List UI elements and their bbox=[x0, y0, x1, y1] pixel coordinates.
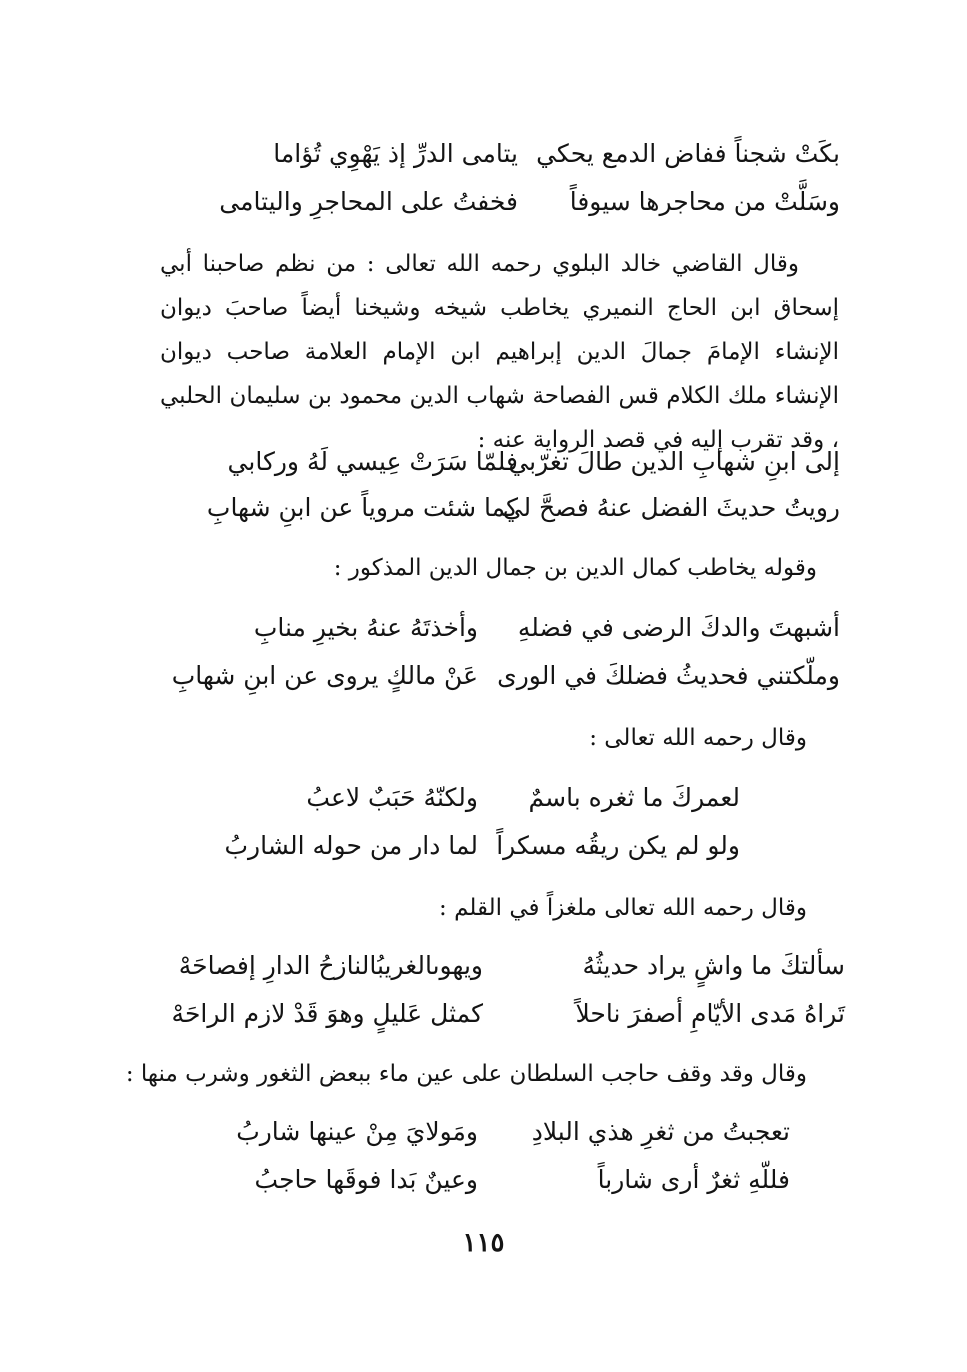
section-intro: وقوله يخاطب كمال الدين بن جمال الدين المذكور : bbox=[333, 555, 817, 581]
verse-hemistich-second: فخفتُ على المحاجرِ واليتامى bbox=[219, 187, 518, 216]
verse-hemistich-first: لعمركَ ما ثغره باسمٌ bbox=[528, 783, 740, 812]
verse-line bbox=[160, 180, 840, 224]
verse-line bbox=[200, 1158, 790, 1202]
page-number: ١١٥ bbox=[462, 1228, 505, 1258]
verse-hemistich-first: ولو لم يكن ريقُه مسكراً bbox=[496, 831, 740, 860]
verse-hemistich-first: تعجبتُ من ثغرِ هذي البلادِ bbox=[531, 1117, 790, 1146]
verse-line bbox=[165, 992, 845, 1036]
verse-hemistich-first: وملّكتني فحديثُ فضلكَ في الورى bbox=[497, 661, 840, 690]
verse-hemistich-second: ويهوىالغريبُالنازحُ الدارِ إفصاحَهْ bbox=[178, 951, 483, 980]
verse-hemistich-second: كمثل عَليلٍ وهوَ قَدْ لازم الراحَهْ bbox=[171, 999, 483, 1028]
section-intro: وقال رحمه الله تعالى ملغزاً في القلم : bbox=[439, 895, 807, 921]
verse-hemistich-second: ومَولايَ مِنْ عينها شاربُ bbox=[236, 1117, 478, 1146]
verse-hemistich-second: يتامى الدرِّ إذ يَهْوِي تُؤاما bbox=[273, 139, 518, 168]
verse-hemistich-first: إلى ابنِ شهابِ الدين طالَ تغرّبي bbox=[508, 447, 840, 476]
verse-hemistich-first: أشبهتَ والدكَ الرضى في فضلهِ bbox=[517, 613, 840, 642]
verse-line bbox=[200, 1110, 790, 1154]
verse-line bbox=[160, 486, 840, 530]
section-intro: وقال وقد وقف حاجب السلطان على عين ماء ببعض الثغور وشرب منها : bbox=[125, 1061, 807, 1087]
verse-line bbox=[160, 132, 840, 176]
verse-hemistich-second: فلمّا سَرَتْ عِيسي لَهُ وركابي bbox=[227, 447, 518, 476]
verse-hemistich-first: وسَلَّتْ من محاجرها سيوفاً bbox=[569, 187, 840, 216]
verse-hemistich-second: لما دار من حوله الشاربُ bbox=[224, 831, 478, 860]
verse-line bbox=[160, 606, 840, 650]
verse-hemistich-first: تَراهُ مَدى الأيّامِ أصفرَ ناحلاً bbox=[575, 999, 845, 1028]
verse-hemistich-second: عَنْ مالكٍ يروى عن ابنِ شهابِ bbox=[171, 661, 478, 690]
verse-hemistich-first: بكَتْ شجناً ففاض الدمع يحكي bbox=[536, 139, 840, 168]
verse-hemistich-second: كما شئت مروياً عن ابنِ شهابِ bbox=[206, 493, 518, 522]
verse-hemistich-second: وعينٌ بَدا فوقَها حاجبُ bbox=[254, 1165, 478, 1194]
verse-hemistich-first: رويتُ حديثَ الفضل عنهُ فصحَّ لي bbox=[502, 493, 840, 522]
verse-line bbox=[224, 824, 740, 868]
verse-hemistich-first: سألتكَ ما واشٍ يراد حديثُهُ bbox=[582, 951, 845, 980]
verse-hemistich-second: وأخذتَهُ عنهُ بخيرِ منابِ bbox=[253, 613, 478, 642]
prose-paragraph: وقال القاضي خالد البلوي رحمه الله تعالى : من نظم صاحبنا أبي إسحاق ابن الحاج النميري يخاطب شيخه وشيخنا أيضاً صاحبَ ديوان الإنشاء الإمامَ جمالَ الدين إبراهيم ابن الإمام العلامة صاحب ديوان الإنشاء ملك الكلام قس الفصاحة شهاب الدين محمود بن سليمان الحلبي ، وقد تقرب إليه في قصد الرواية عنه : bbox=[160, 251, 839, 453]
verse-line bbox=[250, 776, 740, 820]
verse-line bbox=[160, 654, 840, 698]
section-intro: وقال رحمه الله تعالى : bbox=[589, 725, 807, 751]
verse-line bbox=[160, 440, 840, 484]
verse-hemistich-first: فللّهِ ثغرٌ أرى شارباً bbox=[597, 1165, 790, 1194]
verse-line bbox=[165, 944, 845, 988]
verse-hemistich-second: ولكنّهُ حَبَبٌ لاعبُ bbox=[306, 783, 478, 812]
